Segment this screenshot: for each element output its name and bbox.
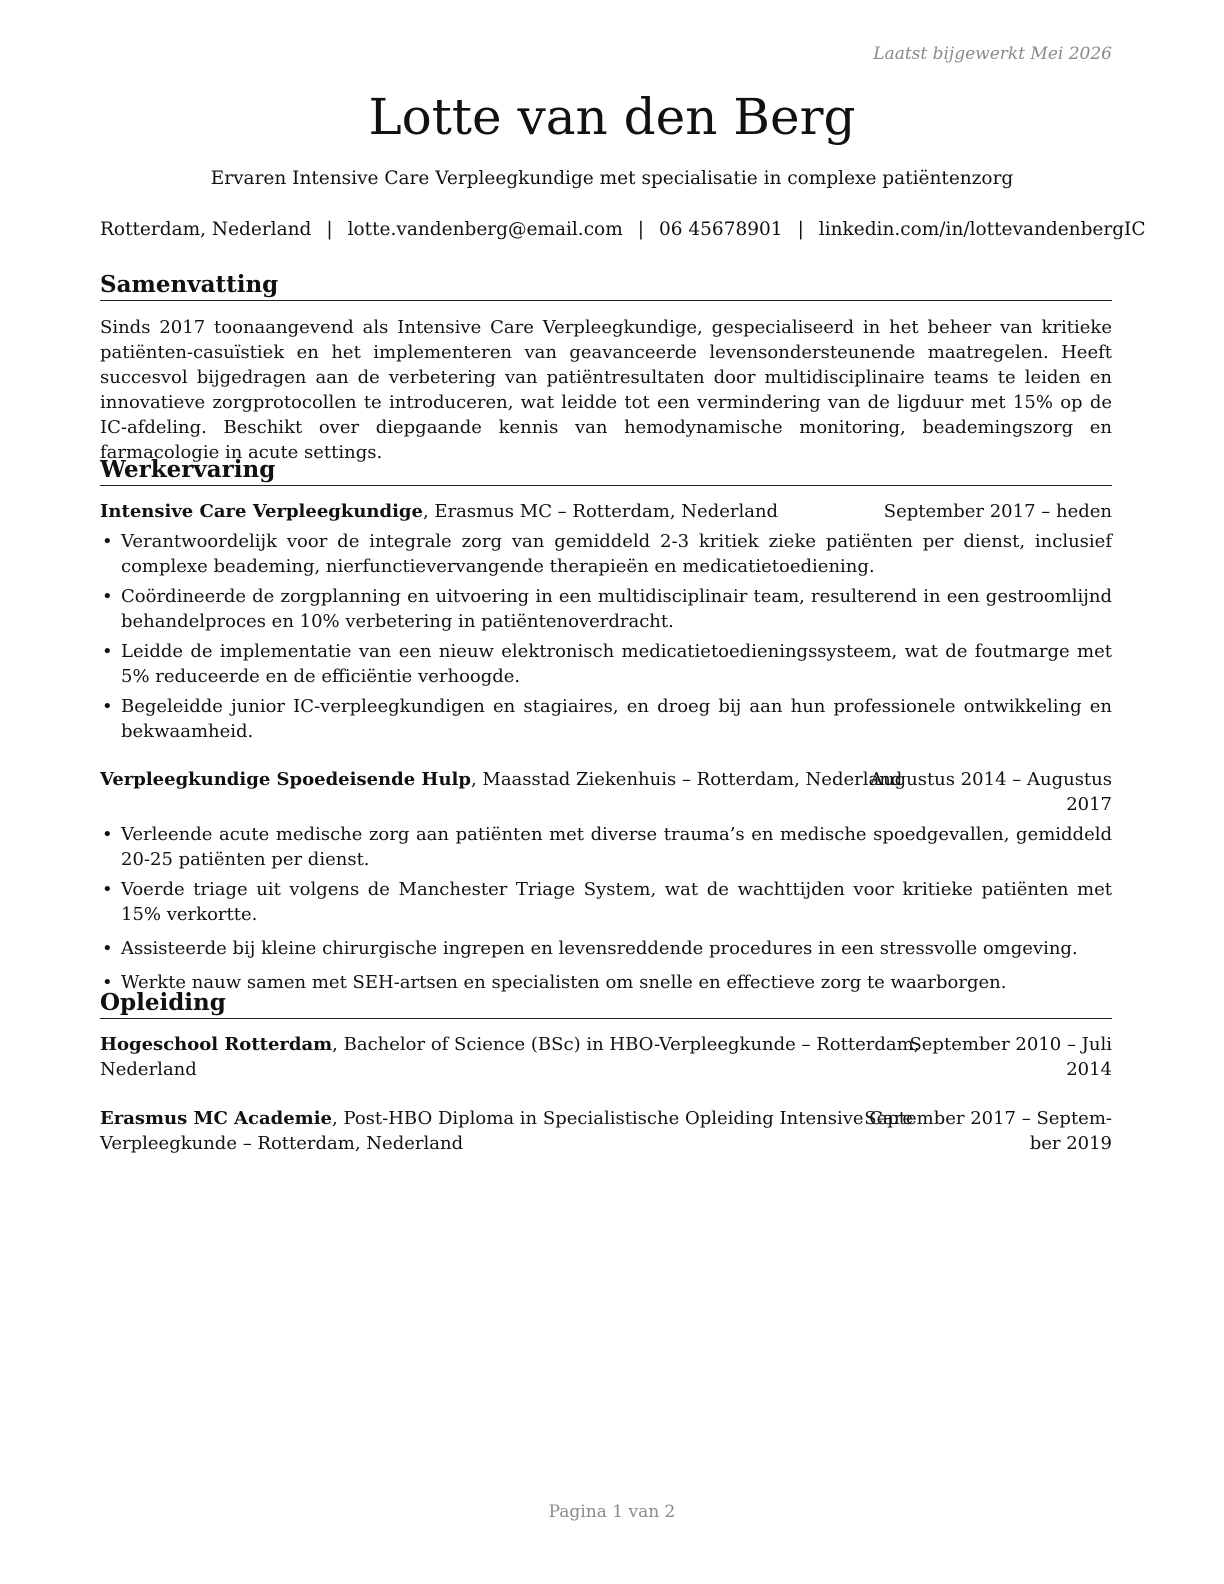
education-dates-line: September 2010 – Juli (909, 1034, 1112, 1055)
job-org: , Maasstad Ziekenhuis – Rotterdam, Nederland (470, 769, 903, 790)
list-item: • Begeleidde junior IC-verpleegkundigen en stagiaires, en droeg bij aan hun professionele ontwikkeling en bekwaamheid. (100, 694, 1112, 744)
job-dates (870, 767, 1112, 817)
list-item: • Verleende acute medische zorg aan patiënten met diverse trauma’s en medische spoedgevallen, gemiddeld 20-25 patiënten per dienst. (100, 822, 1112, 872)
job-title-line (100, 767, 902, 792)
education-degree-cont: Nederland (100, 1059, 197, 1080)
job-org: , Erasmus MC – Rotterdam, Nederland (422, 501, 779, 522)
contact-phone: 06 45678901 (658, 219, 783, 240)
job-role: Intensive Care Verpleegkundige (100, 501, 423, 522)
job-header (100, 499, 1112, 524)
education-school: Hogeschool Rotterdam (100, 1034, 333, 1055)
list-item: • Voerde triage uit volgens de Manchester Triage System, wat de wachttijden voor kritieke patiënten met 15% verkortte. (100, 877, 1112, 927)
education-degree: , Post-HBO Diploma in Specialistische Opleiding Intensive Care (332, 1108, 914, 1129)
education-dates-line: September 2017 – Septem- (864, 1108, 1112, 1129)
contact-line (100, 219, 1146, 240)
job-title-line (100, 499, 778, 524)
education-school: Erasmus MC Academie (100, 1108, 333, 1129)
education-dates-line: ber 2019 (1029, 1133, 1112, 1154)
job-bullets (100, 529, 1112, 749)
section-title-summary: Samenvatting (100, 271, 1112, 301)
education-dates (909, 1032, 1112, 1082)
section-title-education: Opleiding (100, 989, 1112, 1019)
job-dates: September 2017 – heden (883, 501, 1112, 522)
education-text (100, 1106, 913, 1156)
education-item (100, 1106, 1112, 1156)
education-degree-cont: Verpleegkunde – Rotterdam, Nederland (100, 1133, 464, 1154)
education-degree: , Bachelor of Science (BSc) in HBO-Verpleegkunde – Rotterdam, (332, 1034, 920, 1055)
job-dates-line: Augustus 2014 – Augustus (870, 769, 1112, 790)
contact-email[interactable]: lotte.vandenberg@email.com (347, 219, 623, 240)
last-updated-note: Laatst bijgewerkt Mei 2026 (873, 44, 1112, 64)
list-item: • Coördineerde de zorgplanning en uitvoering in een multidisciplinair team, resulterend in een gestroomlijnd behandelproces en 10% verbetering in patiëntenoverdracht. (100, 584, 1112, 634)
contact-separator: | (637, 219, 644, 240)
list-item: • Werkte nauw samen met SEH-artsen en specialisten om snelle en effectieve zorg te waarborgen. (100, 970, 1112, 995)
education-text (100, 1032, 919, 1082)
contact-separator: | (797, 219, 804, 240)
job-header (100, 767, 1112, 817)
education-dates (864, 1106, 1112, 1156)
education-dates-line: 2014 (1066, 1059, 1112, 1080)
tagline: Ervaren Intensive Care Verpleegkundige met specialisatie in complexe patiëntenzorg (210, 168, 1014, 189)
candidate-name: Lotte van den Berg (368, 88, 856, 146)
contact-linkedin[interactable]: linkedin.com/in/lottevandenbergIC (818, 219, 1146, 240)
list-item: • Leidde de implementatie van een nieuw elektronisch medicatietoedieningssysteem, wat de foutmarge met 5% reduceerde en de efficiëntie verhoogde. (100, 639, 1112, 689)
summary-text: Sinds 2017 toonaangevend als Intensive Care Verpleegkundige, gespecialiseerd in het beheer van kritieke patiënten-casuïstiek en het implementeren van geavanceerde levensondersteunende maatregelen. Heeft succesvol bijgedragen aan de verbetering van patiëntresultaten door multidisciplinaire teams te leiden en innovatieve zorgprotocollen te introduceren, wat leidde tot een vermindering van de ligduur met 15% op de IC-afdeling. Beschikt over diepgaande kennis van hemodynamische monitoring, beademingszorg en farmacologie in acute settings. (100, 317, 1112, 463)
list-item: • Verantwoordelijk voor de integrale zorg van gemiddeld 2-3 kritiek zieke patiënten per dienst, inclusief complexe beademing, nierfunctievervangende therapieën en medicatietoediening. (100, 529, 1112, 579)
job-role: Verpleegkundige Spoedeisende Hulp (100, 769, 471, 790)
job-dates-line: 2017 (1066, 794, 1112, 815)
contact-separator: | (326, 219, 333, 240)
job-bullets (100, 822, 1112, 1000)
contact-location: Rotterdam, Nederland (100, 219, 312, 240)
section-title-experience: Werkervaring (100, 456, 1112, 486)
education-item (100, 1032, 1112, 1082)
page-number: Pagina 1 van 2 (548, 1502, 676, 1522)
list-item: • Assisteerde bij kleine chirurgische ingrepen en levensreddende procedures in een stressvolle omgeving. (100, 936, 1112, 961)
